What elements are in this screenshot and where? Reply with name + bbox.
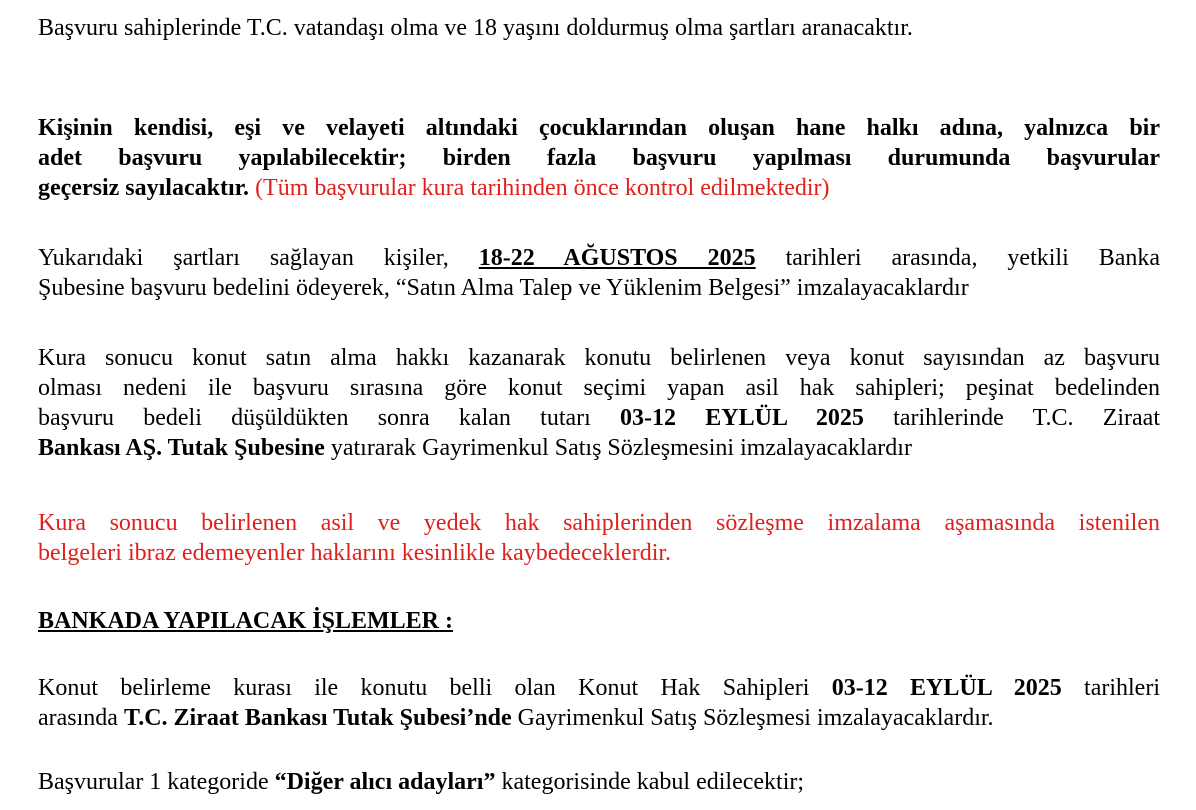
warning-paragraph [38,508,1160,568]
household-rule-line-1: Kişinin kendisi, eşi ve velayeti altındaki çocuklarından oluşan hane halkı adına, yalnızca bir [38,115,1160,141]
payment-date-range: 03-12 EYLÜL 2025 [620,405,864,431]
application-date-range: 18-22 AĞUSTOS 2025 [478,245,756,271]
application-period-line-1 [38,243,1160,273]
household-rule-paragraph [38,113,1160,203]
bank-branch-name: Bankası AŞ. Tutak Şubesine [38,435,325,461]
bank-procedures-line-1-pre: Konut belirleme kurası ile konutu belli olan Konut Hak Sahipleri [38,675,832,701]
household-rule-line-3 [38,173,1160,203]
bank-procedures-line-1 [38,673,1160,703]
payment-line-4 [38,433,1160,463]
application-period-post: tarihleri arasında, yetkili Banka [755,245,1161,271]
payment-line-3-post: tarihlerinde T.C. Ziraat [863,405,1161,431]
payment-line-1: Kura sonucu konut satın alma hakkı kazanarak konutu belirlenen veya konut sayısından az başvuru [38,345,1160,371]
payment-paragraph [38,343,1160,463]
household-rule-invalid-text: geçersiz sayılacaktır. [38,175,250,201]
contract-date-range: 03-12 EYLÜL 2025 [831,675,1062,701]
bank-procedures-line-1-post: tarihleri [1061,675,1160,701]
application-period-paragraph [38,243,1160,303]
category-post: kategorisinde kabul edilecektir; [495,769,805,795]
category-line [38,767,1160,797]
section-heading-text: BANKADA YAPILACAK İŞLEMLER : [38,608,453,634]
category-paragraph [38,767,1160,797]
eligibility-paragraph [38,13,1160,43]
warning-line-1: Kura sonucu belirlenen asil ve yedek hak sahiplerinden sözleşme imzalama aşamasında istenilen [38,510,1160,536]
household-rule-line-2: adet başvuru yapılabilecektir; birden fazla başvuru yapılması durumunda başvurular [38,145,1160,171]
eligibility-text: Başvuru sahiplerinde T.C. vatandaşı olma ve 18 yaşını doldurmuş olma şartları aranacaktır. [38,15,913,41]
payment-line-2: olması nedeni ile başvuru sırasına göre konut seçimi yapan asil hak sahipleri; peşinat bedelinden [38,375,1160,401]
section-heading [38,606,1160,636]
payment-line-4-post: yatırarak Gayrimenkul Satış Sözleşmesini imzalayacaklardır [324,435,912,461]
payment-line-3-pre: başvuru bedeli düşüldükten sonra kalan tutarı [38,405,621,431]
application-period-pre: Yukarıdaki şartları sağlayan kişiler, [38,245,479,271]
application-period-line-2: Şubesine başvuru bedelini ödeyerek, “Satın Alma Talep ve Yüklenim Belgesi” imzalayacaklardır [38,275,969,301]
bank-procedures-paragraph [38,673,1160,733]
control-note-red: (Tüm başvurular kura tarihinden önce kontrol edilmektedir) [249,175,830,201]
bank-procedures-line-2 [38,703,1160,733]
branch-name-bold: T.C. Ziraat Bankası Tutak Şubesi’nde [123,705,512,731]
category-name: “Diğer alıcı adayları” [274,769,496,795]
payment-line-3 [38,403,1160,433]
bank-procedures-line-2-pre: arasında [38,705,124,731]
category-pre: Başvurular 1 kategoride [38,769,275,795]
warning-line-2: belgeleri ibraz edemeyenler haklarını kesinlikle kaybedeceklerdir. [38,540,672,566]
bank-procedures-line-2-post: Gayrimenkul Satış Sözleşmesi imzalayacaklardır. [511,705,994,731]
